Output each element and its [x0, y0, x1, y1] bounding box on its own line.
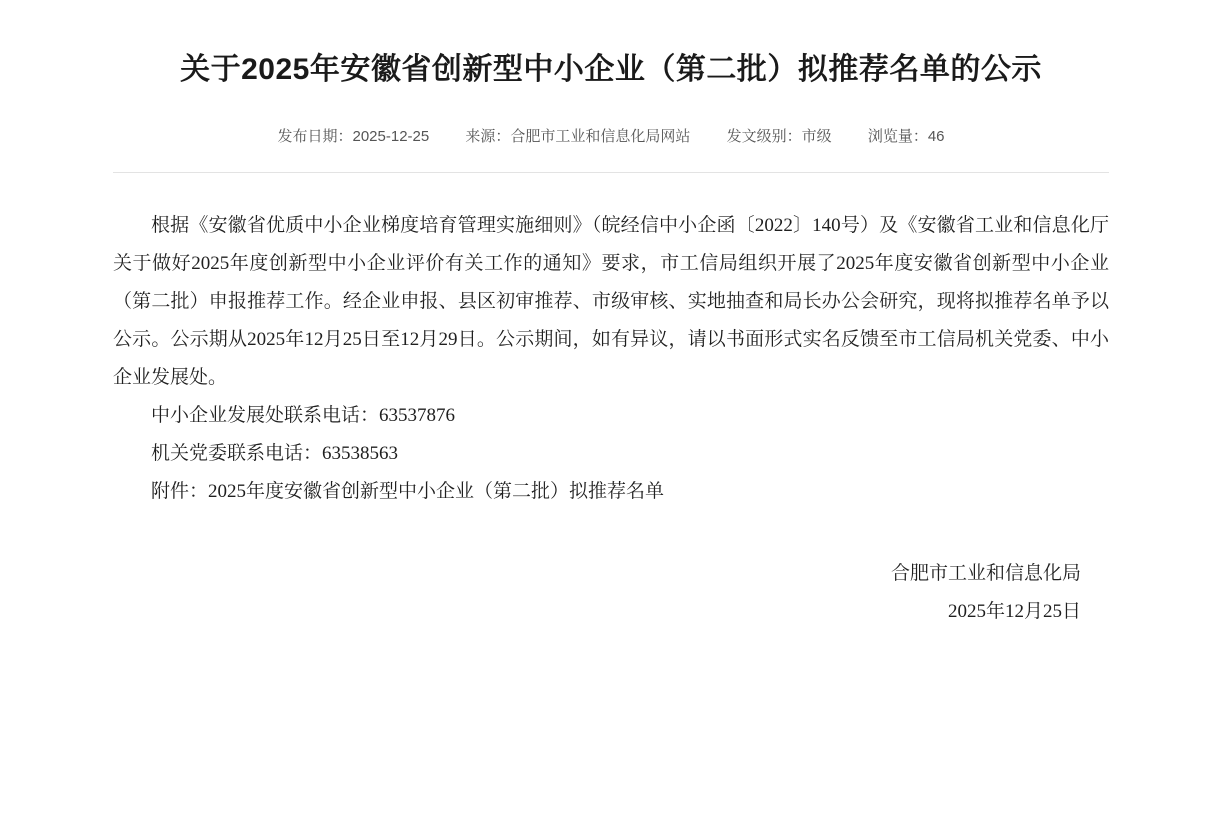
meta-publish-date-label: 发布日期：: [277, 128, 353, 145]
article-meta: [113, 126, 1109, 148]
page-title: 关于2025年安徽省创新型中小企业（第二批）拟推荐名单的公示: [180, 53, 1042, 86]
article-container: [113, 0, 1109, 631]
meta-source-value: 合肥市工业和信息化局网站: [510, 128, 691, 145]
body-paragraph-1: 根据《安徽省优质中小企业梯度培育管理实施细则》（皖经信中小企函〔2022〕140号）及《安徽省工业和信息化厅关于做好2025年度创新型中小企业评价有关工作的通知》要求，市工信局组织开展了2025年度安徽省创新型中小企业（第二批）申报推荐工作。经企业申报、县区初审推荐、市级审核、实地抽查和局长办公会研究，现将拟推荐名单予以公示。公示期从2025年12月25日至12月29日。公示期间，如有异议，请以书面形式实名反馈至市工信局机关党委、中小企业发展处。: [113, 215, 1109, 388]
article-signature: [113, 555, 1109, 631]
meta-source: [465, 126, 690, 148]
body-phone-2: 机关党委联系电话：63538563: [151, 443, 399, 464]
signature-organization: 合肥市工业和信息化局: [890, 563, 1081, 584]
meta-views-value: 46: [927, 128, 945, 145]
meta-views: [868, 126, 945, 148]
meta-publish-date: [277, 126, 429, 148]
meta-level-value: 市级: [801, 128, 832, 145]
meta-level: [727, 126, 832, 148]
article-body: [113, 207, 1109, 511]
meta-divider: [113, 172, 1109, 173]
meta-source-label: 来源：: [465, 128, 511, 145]
meta-level-label: 发文级别：: [726, 128, 802, 145]
signature-date: 2025年12月25日: [947, 601, 1081, 622]
body-attachment: 附件：2025年度安徽省创新型中小企业（第二批）拟推荐名单: [151, 481, 665, 502]
body-phone-1: 中小企业发展处联系电话：63537876: [151, 405, 456, 426]
meta-views-label: 浏览量：: [867, 128, 928, 145]
meta-publish-date-value: 2025-12-25: [352, 128, 430, 145]
